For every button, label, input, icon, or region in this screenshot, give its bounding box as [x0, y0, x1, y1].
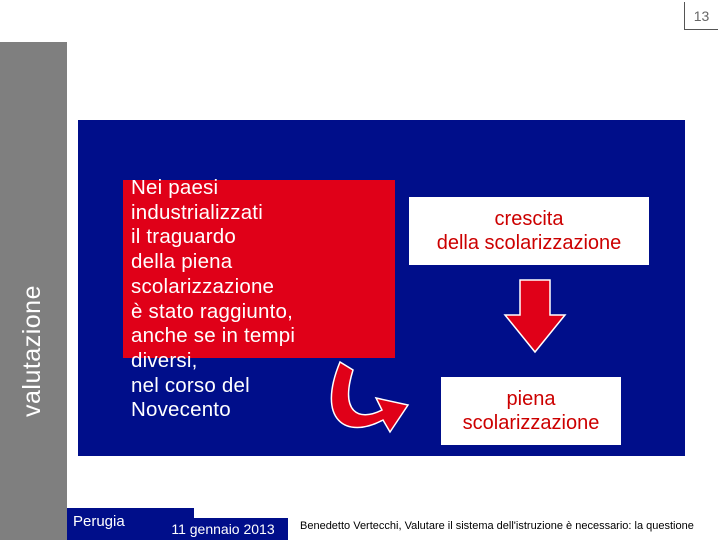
box-full-schooling: piena scolarizzazione [441, 377, 621, 445]
slide-panel [78, 120, 685, 456]
main-text: Nei paesi industrializzati il traguardo della piena scolarizzazione è stato raggiunto, anche se in tempi diversi, nel corso del Novecento [131, 176, 296, 422]
page-number: 13 [684, 2, 718, 30]
footer-credit: Benedetto Vertecchi, Valutare il sistema dell'istruzione è necessario: la questione [300, 520, 694, 532]
footer-location: Perugia [73, 513, 125, 530]
down-arrow-icon [505, 280, 565, 352]
sidebar-title: valutazione [18, 285, 46, 417]
footer-date: 11 gennaio 2013 [158, 518, 288, 540]
box-growth: crescita della scolarizzazione [409, 197, 649, 265]
sidebar [0, 42, 67, 540]
